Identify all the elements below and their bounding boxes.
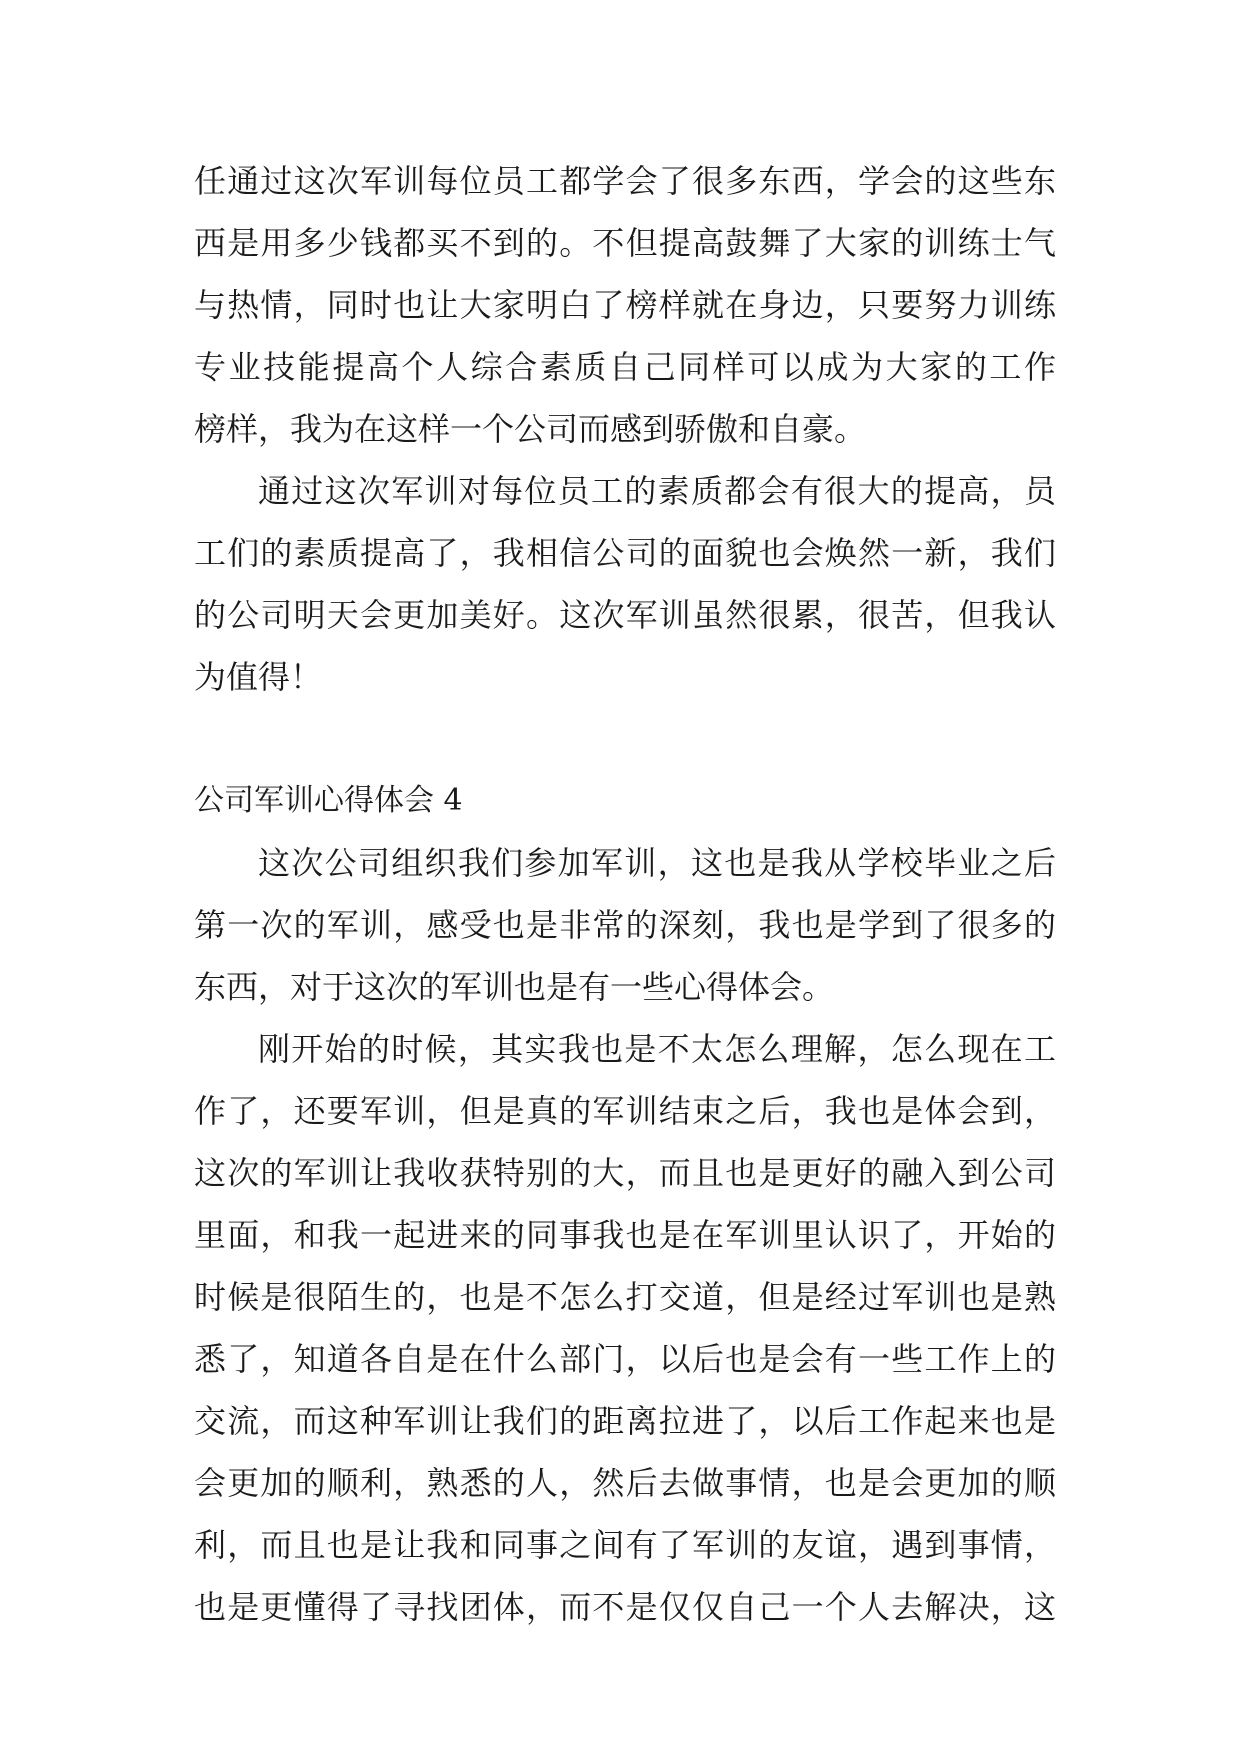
paragraph-4	[194, 1018, 1056, 1638]
text-line: 会更加的顺利，熟悉的人，然后去做事情，也是会更加的顺	[194, 1464, 1056, 1502]
text-line: 与热情，同时也让大家明白了榜样就在身边，只要努力训练	[194, 286, 1056, 324]
text-line: 也是更懂得了寻找团体，而不是仅仅自己一个人去解决，这	[194, 1588, 1056, 1626]
text-line: 东西，对于这次的军训也是有一些心得体会。	[194, 968, 835, 1006]
text-line: 为值得！	[194, 658, 323, 696]
text-line: 这次的军训让我收获特别的大，而且也是更好的融入到公司	[194, 1154, 1056, 1192]
text-line: 的公司明天会更加美好。这次军训虽然很累，很苦，但我认	[194, 596, 1056, 634]
text-line: 交流，而这种军训让我们的距离拉进了，以后工作起来也是	[194, 1402, 1056, 1440]
text-line: 专业技能提高个人综合素质自己同样可以成为大家的工作	[194, 348, 1056, 386]
paragraph-1	[194, 150, 1056, 460]
section-heading: 公司军训心得体会 4	[194, 783, 463, 818]
text-line: 第一次的军训，感受也是非常的深刻，我也是学到了很多的	[194, 906, 1056, 944]
text-line: 里面，和我一起进来的同事我也是在军训里认识了，开始的	[194, 1216, 1056, 1254]
paragraph-2	[194, 460, 1056, 708]
text-line: 任通过这次军训每位员工都学会了很多东西，学会的这些东	[194, 162, 1056, 200]
text-line: 西是用多少钱都买不到的。不但提高鼓舞了大家的训练士气	[194, 224, 1056, 262]
text-line: 悉了，知道各自是在什么部门，以后也是会有一些工作上的	[194, 1340, 1056, 1378]
section-spacer	[194, 708, 1056, 770]
text-line: 通过这次军训对每位员工的素质都会有很大的提高，员	[258, 472, 1056, 510]
text-line: 这次公司组织我们参加军训，这也是我从学校毕业之后	[258, 844, 1056, 882]
text-line: 时候是很陌生的，也是不怎么打交道，但是经过军训也是熟	[194, 1278, 1056, 1316]
document-body	[194, 150, 1056, 1638]
text-line: 利，而且也是让我和同事之间有了军训的友谊，遇到事情，	[194, 1526, 1056, 1564]
paragraph-3	[194, 832, 1056, 1018]
text-line: 作了，还要军训，但是真的军训结束之后，我也是体会到，	[194, 1092, 1056, 1130]
text-line: 刚开始的时候，其实我也是不太怎么理解，怎么现在工	[258, 1030, 1056, 1068]
text-line: 榜样，我为在这样一个公司而感到骄傲和自豪。	[194, 410, 867, 448]
text-line: 工们的素质提高了，我相信公司的面貌也会焕然一新，我们	[194, 534, 1056, 572]
